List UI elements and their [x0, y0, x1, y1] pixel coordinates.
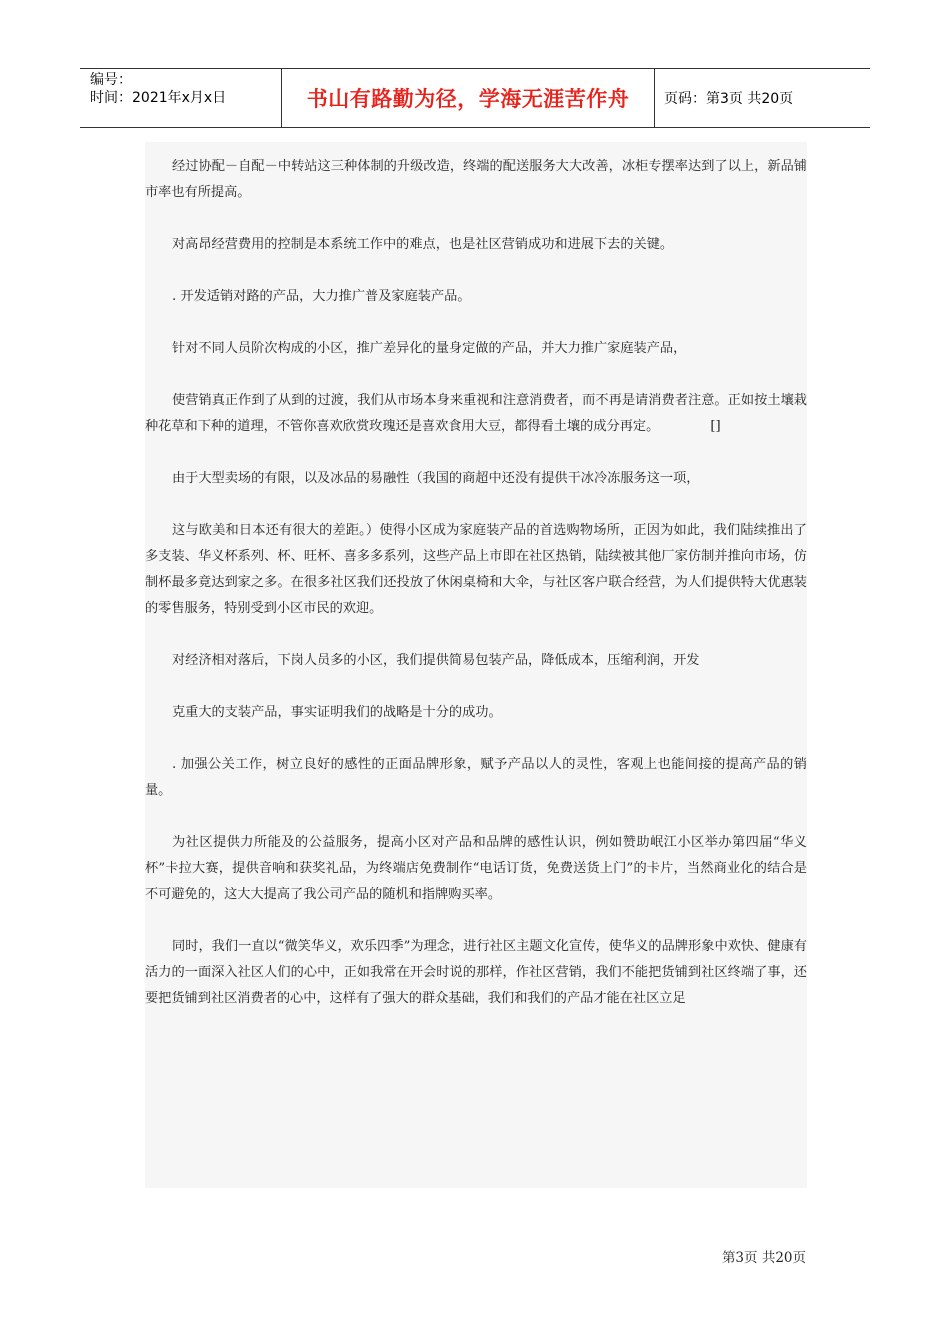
paragraph-7: 这与欧美和日本还有很大的差距。）使得小区成为家庭装产品的首选购物场所，正因为如此，我们陆续推出了多支装、华义杯系列、杯、旺杯、喜多多系列，这些产品上市即在社区热销，陆续被其他厂家仿制并推向市场，仿制杯最多竟达到家之多。在很多社区我们还投放了休闲桌椅和大伞，与社区客户联合经营，为人们提供特大优惠装的零售服务，特别受到小区市民的欢迎。	[145, 523, 807, 616]
paragraph-9: 克重大的支装产品，事实证明我们的战略是十分的成功。	[172, 705, 502, 720]
document-header	[80, 68, 870, 128]
paragraph-5	[145, 388, 807, 440]
paragraph-10: . 加强公关工作，树立良好的感性的正面品牌形象，赋予产品以人的灵性，客观上也能间接的提高产品的销量。	[145, 757, 807, 798]
paragraph-11: 为社区提供力所能及的公益服务，提高小区对产品和品牌的感性认识，例如赞助岷江小区举办第四届“华义杯”卡拉大赛，提供音响和获奖礼品，为终端店免费制作“电话订货，免费送货上门”的卡片，当然商业化的结合是不可避免的，这大大提高了我公司产品的随机和指牌购买率。	[145, 835, 807, 902]
paragraph-8: 对经济相对落后，下岗人员多的小区，我们提供简易包装产品，降低成本，压缩利润，开发	[172, 653, 700, 668]
paragraph-3: . 开发适销对路的产品，大力推广普及家庭装产品。	[172, 289, 471, 304]
header-motto: 书山有路勤为径，学海无涯苦作舟	[282, 69, 655, 127]
citation-mark: []	[710, 419, 721, 434]
time-label: 时间：2021年x月x日	[90, 90, 227, 106]
number-label: 编号：	[90, 72, 132, 88]
paragraph-6: 由于大型卖场的有限，以及冰品的易融性（我国的商超中还没有提供干冰冷冻服务这一项，	[172, 471, 700, 486]
header-meta	[80, 69, 282, 127]
paragraph-4: 针对不同人员阶次构成的小区，推广差异化的量身定做的产品，并大力推广家庭装产品，	[172, 341, 687, 356]
paragraph-12: 同时，我们一直以“微笑华义，欢乐四季”为理念，进行社区主题文化宣传，使华义的品牌形象中欢快、健康有活力的一面深入社区人们的心中，正如我常在开会时说的那样，作社区营销，我们不能把货铺到社区终端了事，还要把货铺到社区消费者的心中，这样有了强大的群众基础，我们和我们的产品才能在社区立足	[145, 939, 807, 1006]
paragraph-2: 对高昂经营费用的控制是本系统工作中的难点，也是社区营销成功和进展下去的关键。	[172, 237, 674, 252]
document-body	[145, 142, 807, 1188]
paragraph-1: 经过协配－自配－中转站这三种体制的升级改造，终端的配送服务大大改善，冰柜专摆率达到了以上，新品铺市率也有所提高。	[145, 159, 807, 200]
page-footer: 第3页 共20页	[721, 1250, 806, 1266]
paragraph-5-text: 使营销真正作到了从到的过渡，我们从市场本身来重视和注意消费者，而不再是请消费者注意。正如按土壤栽种花草和下种的道理，不管你喜欢欣赏玫瑰还是喜欢食用大豆，都得看土壤的成分再定。	[145, 393, 807, 434]
header-page-label: 页码：第3页 共20页	[664, 91, 794, 107]
